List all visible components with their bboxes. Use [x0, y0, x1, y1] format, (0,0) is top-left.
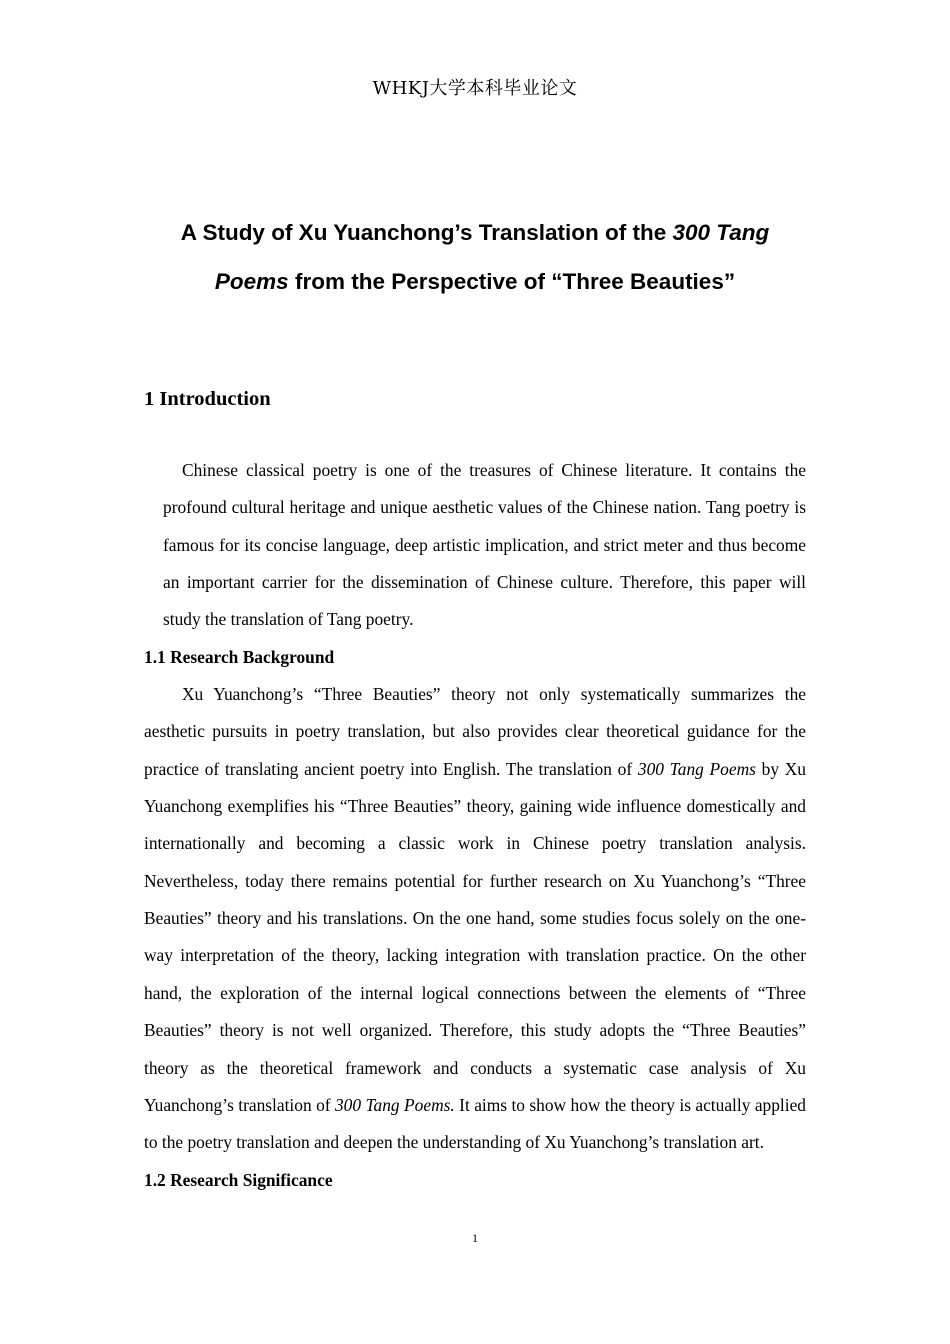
- rb-book-title-2: 300 Tang Poems.: [334, 1094, 455, 1115]
- title-text-part1: A Study of Xu Yuanchong’s Translation of the: [180, 220, 673, 245]
- research-background-paragraph: [144, 676, 806, 1161]
- rb-text-a: Xu Yuanchong’s “Three Beauties” theory not only systematically summarizes the aesthetic pursuits in poetry translation, but also provides clear theoretical guidance for the practice of translating ancient poetry into English. The translation of: [144, 684, 806, 779]
- subheading-research-background: 1.1 Research Background: [144, 646, 335, 667]
- title-text-part2: from the Perspective of “Three Beauties”: [288, 269, 736, 294]
- intro-block: [144, 452, 806, 639]
- subheading-research-significance: 1.2 Research Significance: [144, 1169, 333, 1190]
- title-italic-book-part1: 300 Tang: [672, 220, 770, 245]
- section-heading-introduction: 1 Introduction: [144, 388, 271, 410]
- page-number: 1: [472, 1231, 478, 1245]
- rb-text-b: by Xu Yuanchong exemplifies his “Three Beauties” theory, gaining wide influence domestically and internationally and becoming a classic work in Chinese poetry translation analysis. Nevertheless, today there remains potential for further research on Xu Yuanchong’s “Three Beauties” theory and his translations. On the one hand, some studies focus solely on the one-way interpretation of the theory, lacking integration with translation practice. On the other hand, the exploration of the internal logical connections between the elements of “Three Beauties” theory is not well organized. Therefore, this study adopts the “Three Beauties” theory as the theoretical framework and conducts a systematic case analysis of Xu Yuanchong’s translation of: [144, 758, 806, 1115]
- intro-paragraph: Chinese classical poetry is one of the treasures of Chinese literature. It contains the profound cultural heritage and unique aesthetic values of the Chinese nation. Tang poetry is famous for its concise language, deep artistic implication, and strict meter and thus become an important carrier for the dissemination of Chinese culture. Therefore, this paper will study the translation of Tang poetry.: [163, 460, 806, 630]
- running-header: WHKJ大学本科毕业论文: [372, 78, 578, 99]
- rb-book-title-1: 300 Tang Poems: [637, 758, 756, 779]
- paper-title: [140, 208, 810, 306]
- rb-text-c: It aims to show how the theory is actually applied to the poetry translation and deepen the understanding of Xu Yuanchong’s translation art.: [144, 1094, 807, 1153]
- body-content: [144, 452, 806, 1199]
- title-italic-book-part2: Poems: [214, 269, 289, 294]
